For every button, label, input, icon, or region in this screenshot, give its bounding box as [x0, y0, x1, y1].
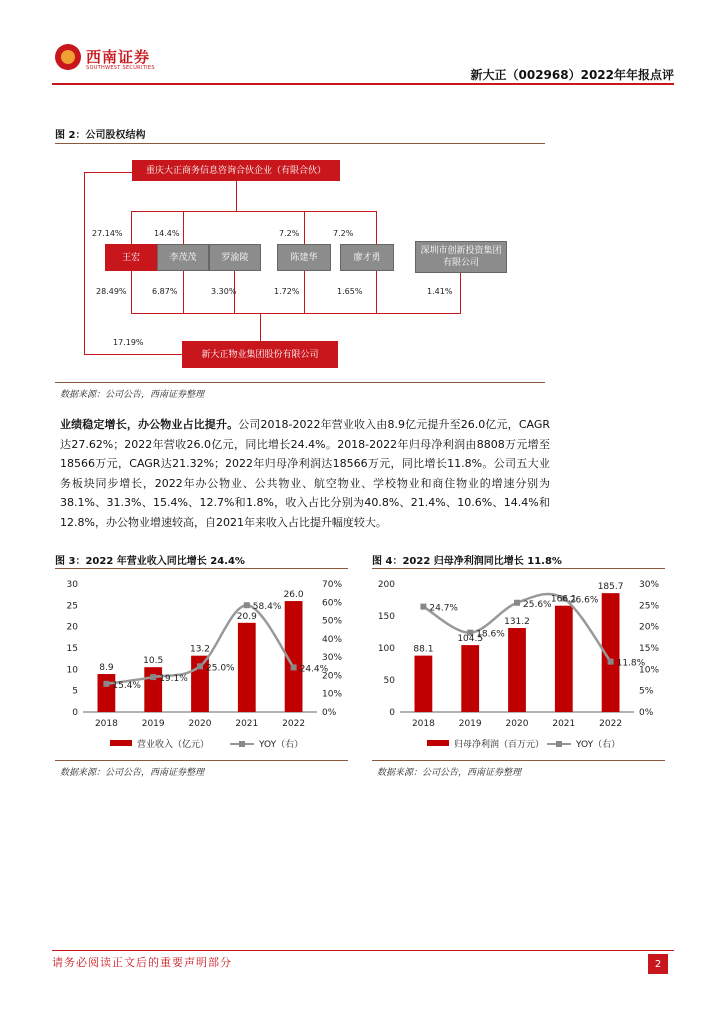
yoy-marker	[150, 674, 156, 680]
bar-data-label: 166.1	[550, 594, 577, 605]
yoy-data-label: 25.6%	[523, 599, 552, 610]
y-tick-label: 50	[383, 676, 395, 686]
paragraph-body: 公司2018-2022年营业收入由8.9亿元提升至26.0亿元，CAGR达27.62%；2022年营收26.0亿元，同比增长24.4%。2018-2022年归母净利润由8808万元增至18566万元，CAGR达21.32%；2022年归母净利润达18566万元，同比增长11.8%。公司五大业务板块同步增长，2022年办公物业、公共物业、航空物业、学校物业和商住物业的增速分别为38.1%、31.3%、15.4%、12.7%和1.8%，收入占比分别为40.8%、21.4%、10.6%、14.4%和12.8%，办公物业增速较高，自2021年来收入占比提升幅度较大。	[60, 418, 551, 529]
holder-box-wanghong: 王宏	[105, 244, 157, 271]
bar	[415, 656, 433, 712]
logo-english-text: SOUTHWEST SECURITIES	[86, 65, 155, 71]
y2-tick-label: 60%	[322, 598, 343, 609]
y2-tick-label: 5%	[639, 686, 654, 697]
logo-text: 西南证券	[86, 48, 151, 66]
y2-tick-label: 70%	[322, 580, 343, 590]
bar-data-label: 185.7	[597, 582, 624, 593]
fig4-bottom-rule	[372, 760, 665, 761]
holder-box-chenjianhua: 陈建华	[277, 244, 331, 271]
pct-label: 1.72%	[274, 287, 300, 296]
bar	[461, 645, 479, 712]
y2-tick-label: 30%	[639, 580, 660, 590]
fig4-title: 图 4：2022 归母净利润同比增长 11.8%	[372, 556, 562, 567]
y-tick-label: 30	[66, 580, 78, 590]
y2-tick-label: 0%	[322, 708, 337, 718]
bar-data-label: 13.2	[189, 644, 211, 655]
y2-tick-label: 40%	[322, 634, 343, 645]
holder-box-limaomao: 李茂茂	[157, 244, 209, 271]
y2-tick-label: 20%	[639, 622, 660, 633]
footer-notice: 请务必阅读正文后的重要声明部分	[52, 956, 232, 969]
fig2-title: 图 2：公司股权结构	[55, 130, 146, 141]
net-profit-chart	[372, 572, 672, 757]
pct-label: 28.49%	[96, 287, 127, 296]
yoy-marker	[608, 659, 614, 665]
y-tick-label: 10	[66, 665, 78, 676]
fig2-source: 数据来源：公司公告，西南证券整理	[60, 390, 205, 400]
paragraph-lead: 业绩稳定增长，办公物业占比提升。	[60, 418, 239, 431]
holder-box-liaocaiyong: 廖才勇	[340, 244, 394, 271]
fig3-bottom-rule	[55, 760, 348, 761]
y-tick-label: 15	[66, 644, 78, 654]
y2-tick-label: 50%	[322, 616, 343, 627]
yoy-data-label: 11.8%	[616, 658, 646, 669]
fig2-top-rule	[55, 143, 545, 144]
bar	[98, 674, 116, 712]
pct-label: 14.4%	[154, 229, 180, 238]
x-tick-label: 2019	[141, 719, 165, 729]
yoy-marker	[420, 604, 426, 610]
legend-line-label: YOY（右）	[576, 740, 621, 750]
y-tick-label: 25	[66, 601, 78, 612]
yoy-marker	[291, 664, 297, 670]
y-tick-label: 0	[72, 708, 78, 718]
yoy-marker	[197, 663, 203, 669]
y-tick-label: 200	[377, 580, 395, 590]
y2-tick-label: 15%	[639, 644, 660, 654]
fig4-top-rule	[372, 568, 665, 569]
company-box: 新大正物业集团股份有限公司	[182, 341, 338, 368]
x-tick-label: 2020	[505, 719, 529, 729]
bar-data-label: 26.0	[283, 590, 304, 601]
fig2-bottom-rule	[55, 382, 545, 383]
pct-label: 1.65%	[337, 287, 363, 296]
x-tick-label: 2020	[188, 719, 212, 729]
bar-data-label: 88.1	[413, 644, 434, 655]
holder-top-box: 重庆大正商务信息咨询合伙企业（有限合伙）	[132, 160, 340, 181]
y2-tick-label: 10%	[639, 665, 660, 676]
pct-label: 7.2%	[333, 229, 354, 238]
body-paragraph	[60, 415, 550, 532]
header-divider	[52, 83, 674, 85]
y2-tick-label: 20%	[322, 671, 343, 682]
legend-bar-label: 营业收入（亿元）	[137, 740, 210, 750]
bar	[555, 606, 573, 712]
pct-label: 6.87%	[152, 287, 178, 296]
pct-label: 7.2%	[279, 229, 300, 238]
yoy-data-label: 58.4%	[252, 602, 282, 613]
y2-tick-label: 25%	[639, 601, 660, 612]
pct-label: 3.30%	[211, 287, 237, 296]
yoy-marker	[103, 681, 109, 687]
yoy-data-label: 19.1%	[159, 674, 188, 685]
yoy-data-label: 24.7%	[429, 603, 458, 614]
y2-tick-label: 30%	[322, 653, 343, 664]
fig3-title: 图 3：2022 年营业收入同比增长 24.4%	[55, 556, 245, 567]
yoy-data-label: 15.4%	[112, 680, 141, 691]
y-tick-label: 100	[377, 644, 395, 654]
bar-data-label: 104.5	[457, 634, 484, 645]
bar	[238, 623, 256, 712]
x-tick-label: 2018	[411, 719, 435, 729]
y-tick-label: 0	[389, 708, 395, 718]
pct-label: 27.14%	[92, 229, 123, 238]
page-number: 2	[648, 954, 668, 974]
bar-data-label: 8.9	[99, 663, 114, 674]
bar-data-label: 131.2	[504, 617, 530, 628]
pct-label: 17.19%	[113, 338, 144, 347]
x-tick-label: 2019	[458, 719, 482, 729]
legend-line-marker	[239, 741, 245, 747]
fig4-source: 数据来源：公司公告，西南证券整理	[377, 768, 522, 778]
y2-tick-label: 0%	[639, 708, 654, 718]
bar-data-label: 20.9	[236, 611, 257, 622]
x-tick-label: 2018	[94, 719, 118, 729]
yoy-data-label: 26.6%	[569, 595, 599, 606]
legend-bar-label: 归母净利润（百万元）	[454, 740, 545, 750]
legend-line-marker	[556, 741, 562, 747]
fig3-top-rule	[55, 568, 348, 569]
legend-line-label: YOY（右）	[259, 740, 304, 750]
yoy-data-label: 18.6%	[476, 629, 505, 640]
revenue-chart	[55, 572, 355, 757]
legend-bar-swatch	[427, 740, 449, 746]
yoy-data-label: 24.4%	[299, 664, 329, 675]
holder-box-luoyuling: 罗渝陵	[209, 244, 261, 271]
y-tick-label: 20	[66, 622, 78, 633]
x-tick-label: 2021	[235, 719, 259, 729]
y-tick-label: 150	[377, 612, 395, 622]
bar-data-label: 10.5	[143, 656, 164, 667]
x-tick-label: 2022	[599, 719, 623, 729]
y-tick-label: 5	[72, 686, 78, 697]
holder-box-shenzhen-capital: 深圳市创新投资集团有限公司	[415, 241, 507, 273]
yoy-marker	[514, 600, 520, 606]
y2-tick-label: 10%	[322, 689, 343, 700]
legend-bar-swatch	[110, 740, 132, 746]
pct-label: 1.41%	[427, 287, 453, 296]
bar	[508, 628, 526, 712]
footer-divider	[52, 950, 674, 951]
x-tick-label: 2022	[282, 719, 306, 729]
x-tick-label: 2021	[552, 719, 576, 729]
yoy-data-label: 25.0%	[206, 663, 235, 674]
logo-icon	[55, 44, 81, 70]
report-title: 新大正（002968）2022年年报点评	[470, 68, 674, 82]
fig3-source: 数据来源：公司公告，西南证券整理	[60, 768, 205, 778]
yoy-marker	[244, 602, 250, 608]
